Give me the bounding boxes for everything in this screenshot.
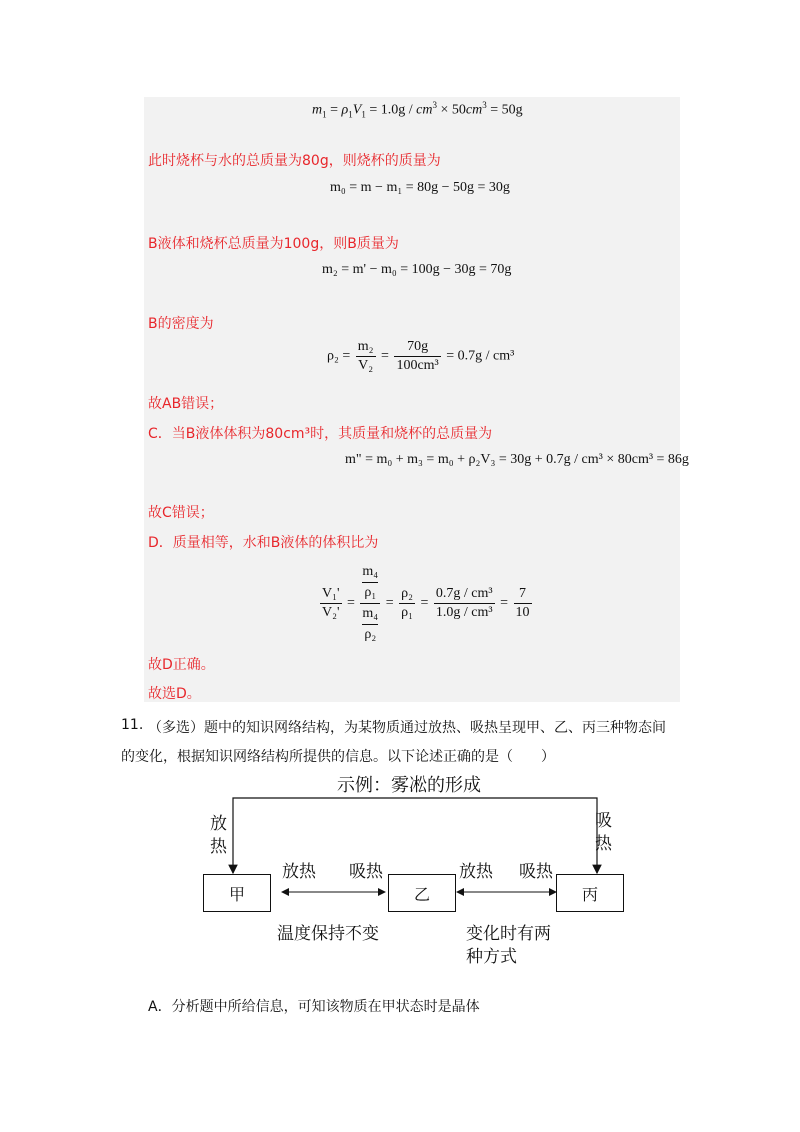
left-label: 放 热 xyxy=(210,814,227,857)
equation-mass-water: $m_1 = \rho_1V_1 = 1.0g / cm^3 \times 50cm^3 = 50g$ xyxy=(312,100,523,120)
equation-b-mass: m₂ = m' − m₀ = 100g − 30g = 70g xyxy=(322,262,512,277)
state-jia-box: 甲 xyxy=(203,874,271,912)
solution-line: 故C错误； xyxy=(148,505,214,521)
question-text: （多选）题中的知识网络结构，为某物质通过放热、吸热呈现甲、乙、丙三种物态间 xyxy=(148,720,666,736)
solution-line: D．质量相等，水和B液体的体积比为 xyxy=(148,535,379,551)
state-bing-box: 丙 xyxy=(556,874,624,912)
option-a: A．分析题中所给信息，可知该物质在甲状态时是晶体 xyxy=(148,999,480,1015)
solution-conclusion: 故选D。 xyxy=(148,686,201,702)
equation-b-density: ρ₂ = $\frac{\text{m₂}}{\text{V₂}}$ = $\frac{70g}{\text{100cm³}}$ = 0.7g / cm³ xyxy=(327,339,515,373)
right-label: 吸 热 xyxy=(595,811,612,854)
caption: 温度保持不变 xyxy=(277,924,379,944)
solution-line: C．当B液体体积为80cm³时，其质量和烧杯的总质量为 xyxy=(148,426,493,442)
arrow-label: 放热 xyxy=(459,862,493,882)
caption: 种方式 xyxy=(466,947,517,967)
question-text: 的变化，根据知识网络结构所提供的信息。以下论述正确的是（ ） xyxy=(121,749,555,765)
solution-line: 故AB错误； xyxy=(148,396,224,412)
arrow-label: 吸热 xyxy=(349,862,383,882)
caption: 变化时有两 xyxy=(466,924,551,944)
arrow-label: 放热 xyxy=(282,862,316,882)
solution-line: 此时烧杯与水的总质量为80g，则烧杯的质量为 xyxy=(148,153,441,169)
solution-line: 故D正确。 xyxy=(148,657,215,673)
solution-line: B的密度为 xyxy=(148,316,214,332)
question-number: 11. xyxy=(121,717,144,733)
equation-total-mass: m" = m₀ + m₃ = m₀ + ρ₂V₃ = 30g + 0.7g / cm³ × 80cm³ = 86g xyxy=(345,452,689,467)
state-yi-box: 乙 xyxy=(388,874,456,912)
equation-beaker-mass: m₀ = m − m₁ = 80g − 50g = 30g xyxy=(330,180,510,195)
arrow-label: 吸热 xyxy=(519,862,553,882)
equation-volume-ratio: $\frac{\text{V₁'}}{\text{V₂'}}$ = m₄ ρ₁ m₄ ρ₂ = $\frac{\text{ρ₂}}{\text{ρ₁}}$ = $\frac{\text{0.7g / cm³}}{\text{1.0g / cm³}}$ = $\frac{7}{10}$ xyxy=(322,564,530,642)
solution-line: B液体和烧杯总质量为100g，则B质量为 xyxy=(148,236,399,252)
diagram-title: 示例：雾凇的形成 xyxy=(337,775,481,796)
